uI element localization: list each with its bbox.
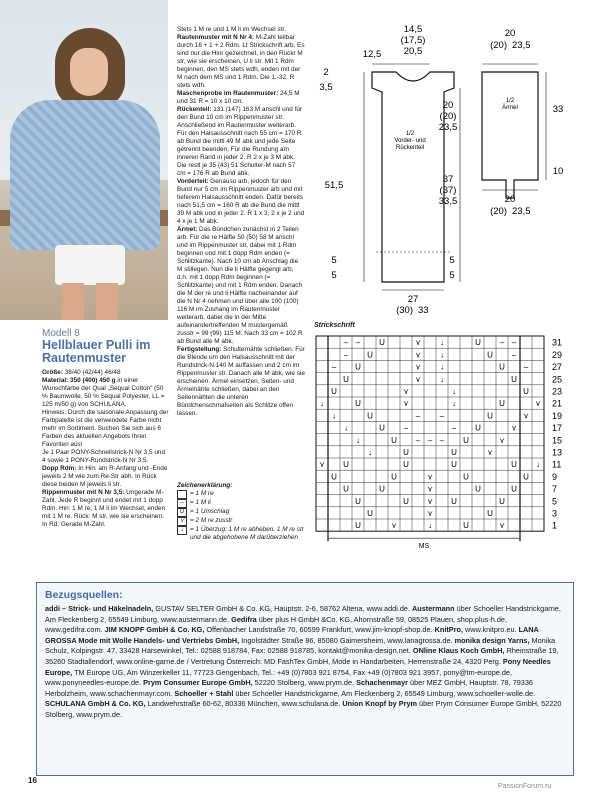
- schematic-diagram: [310, 20, 600, 320]
- chart-stitch-symbol: ⋎: [403, 387, 409, 396]
- row-number-label: 27: [552, 362, 563, 373]
- chart-stitch-symbol: U: [451, 448, 457, 457]
- dim-sleeve-top-1: 20: [504, 28, 516, 39]
- left-para-text: 38/40 (42/44) 46/48: [62, 369, 121, 376]
- chart-stitch-symbol: U: [499, 399, 505, 409]
- left-paragraph: [42, 369, 170, 377]
- chart-stitch-symbol: ↓: [344, 423, 348, 433]
- dim-rib-c: 5: [449, 255, 455, 266]
- legend-label: = 1 M re: [190, 490, 214, 497]
- row-number-label: 31: [552, 337, 563, 348]
- legend-symbol-icon: –: [177, 499, 187, 508]
- left-paragraph: [42, 465, 170, 489]
- dim-width-bottom-3: 33: [418, 305, 429, 316]
- legend-label: = 1 M li: [190, 499, 211, 506]
- chart-stitch-symbol: U: [403, 460, 409, 470]
- row-number-label: 13: [552, 447, 563, 458]
- row-number-label: 9: [552, 471, 558, 482]
- dim-top-neck-2: (17,5): [400, 35, 426, 46]
- supplier-details: über plus H GmbH &Co. KG, Ahornstraße 59, 08525 Plauen, shop.plus-h.de, www.gedifra.com.: [45, 614, 507, 635]
- chart-stitch-symbol: ⋎: [319, 460, 325, 470]
- repeat-label: MS: [418, 543, 430, 551]
- dim-sleeve-bottom-1: 20: [504, 194, 516, 205]
- suppliers-box: [36, 582, 574, 776]
- supplier-name: Prym Consumer Europe GmbH,: [143, 678, 253, 688]
- mid-para-heading: Rückenteil:: [177, 106, 212, 113]
- chart-stitch-symbol: ⋎: [523, 411, 529, 421]
- dim-side-mid-1: 37: [442, 174, 454, 185]
- legend-symbol-icon: ⋎: [177, 517, 187, 526]
- row-number-label: 17: [552, 423, 563, 434]
- supplier-details: Ingolstädter Straße 86, 85080 Gaimersheim, www.lanagrossa.de.: [239, 635, 455, 645]
- supplier-name: Union Knopf by Prym: [342, 699, 417, 709]
- supplier-details: Landwehrstraße 60-62, 80336 München, www.schulana.de.: [145, 699, 343, 709]
- chart-stitch-symbol: U: [403, 496, 409, 506]
- chart-stitch-symbol: ↓: [536, 460, 540, 470]
- row-number-label: 25: [552, 374, 563, 385]
- chart-stitch-symbol: U: [343, 484, 349, 494]
- dim-width-bottom-1: 27: [407, 294, 419, 305]
- chart-stitch-symbol: ↓: [440, 338, 444, 348]
- mid-paragraph: [177, 178, 305, 226]
- chart-stitch-symbol: ⋎: [499, 435, 505, 445]
- left-para-text: in einer Wunschfarbe der Qual „Sequal Cotton“ (50 % Baumwolle, 50 % Sequal Polyester, LL = 125 m/50 g) von SCHULANA.: [42, 377, 165, 408]
- chart-stitch-symbol: U: [355, 521, 361, 531]
- dim-sleeve-height: 33: [552, 104, 564, 115]
- dim-top-neck-1: 14,5: [403, 24, 423, 35]
- left-para-heading: Material: 350 (400) 450 g: [42, 377, 116, 384]
- knitting-chart: [314, 334, 582, 566]
- dim-sleeve-top-3: 23,5: [512, 40, 531, 51]
- page-number: 16: [28, 776, 37, 785]
- chart-stitch-symbol: ⋎: [415, 362, 421, 372]
- chart-stitch-symbol: U: [379, 423, 385, 433]
- left-paragraph: [42, 377, 170, 409]
- supplier-details: über Schoeller Handstrickgarne, Am Fleckenberg 2, 65549 Limburg, www.schoeller-wolle.de.: [233, 688, 536, 698]
- dim-side-upper-3: 23,5: [438, 122, 458, 133]
- supplier-name: JIM KNOPF GmbH & Co. KG,: [104, 625, 205, 635]
- chart-stitch-symbol: U: [475, 423, 481, 433]
- chart-stitch-symbol: U: [343, 374, 349, 384]
- chart-stitch-symbol: ↓: [452, 399, 456, 409]
- model-number: Modell 8: [42, 328, 80, 339]
- chart-stitch-symbol: ↓: [320, 399, 324, 409]
- legend-label: = 1 Überzug: 1 M re abheben, 1 M re str und die abgehobene M darüberziehen: [190, 526, 304, 541]
- dim-side-mid-3: 33,5: [438, 196, 458, 207]
- legend-item: [177, 508, 307, 517]
- chart-stitch-symbol: ↓: [440, 350, 444, 360]
- dim-neck-drop-a: 2: [323, 67, 329, 78]
- chart-stitch-symbol: –: [427, 435, 433, 445]
- mid-para-heading: Rautenmuster mit N Nr 4:: [177, 34, 255, 41]
- chart-stitch-symbol: U: [355, 362, 361, 372]
- mid-para-heading: Ärmel:: [177, 226, 198, 233]
- left-para-text: Ungerade M-Zahl. Jede R beginnt und endet mit 1 dopp Rdm. Hin: 1 M re, 1 M li im Wechsel, enden mit 1 M re. Rück: M str, wie sie erscheinen. In Rd: Gerade M-Zahl.: [42, 489, 166, 528]
- chart-stitch-symbol: U: [511, 374, 517, 384]
- legend-symbol-icon: U: [177, 508, 187, 517]
- chart-stitch-symbol: ⋎: [415, 338, 421, 348]
- mid-para-text: M-Zahl teilbar durch 16 + 1 + 2 Rdm. Lt Strickschrift arb. Es sind nur die Hinr gezeichnet, in den Rückr M str, wie sie erscheinen, U li str. Mit 1 Rdm beginnen, den MS stets wdh, enden mit der M nach dem MS und 1 Rdm. Die 1.-32. R stets wdh.: [177, 34, 305, 89]
- chart-stitch-symbol: –: [331, 362, 337, 372]
- chart-stitch-symbol: –: [499, 338, 505, 348]
- mid-para-heading: Fertigstellung:: [177, 346, 222, 353]
- left-paragraph: [42, 489, 170, 529]
- chart-stitch-symbol: –: [439, 435, 445, 445]
- chart-stitch-symbol: U: [475, 338, 481, 348]
- left-paragraph: [42, 409, 170, 449]
- chart-stitch-symbol: U: [463, 435, 469, 445]
- chart-stitch-symbol: ↓: [356, 435, 360, 445]
- supplier-details: GUSTAV SELTER GmbH & Co. KG, Hauptstr. 2-6, 58762 Altena, www.addi.de.: [153, 604, 413, 613]
- chart-stitch-symbol: ↓: [440, 362, 444, 372]
- model-photo: [0, 0, 168, 320]
- chart-stitch-symbol: U: [475, 484, 481, 494]
- chart-stitch-symbol: U: [391, 435, 397, 445]
- supplier-details: Monika Schulz, Kolpingstr. 47, 33428 Harsewinkel, Tel.: 02588 918784, Fax: 02588 918785, kontakt@monika-design.net.: [45, 635, 556, 656]
- mid-paragraph: [177, 226, 305, 346]
- chart-stitch-symbol: U: [511, 484, 517, 494]
- legend-item: [177, 517, 307, 526]
- row-number-label: 5: [552, 496, 558, 507]
- supplier-name: SCHULANA GmbH & Co. KG,: [45, 699, 146, 709]
- left-para-heading: Dopp Rdm:: [42, 465, 77, 472]
- left-para-heading: Rippenmuster mit N Nr 3,5:: [42, 489, 125, 496]
- chart-stitch-symbol: ⋎: [427, 472, 433, 482]
- row-number-label: 3: [552, 508, 558, 519]
- row-number-label: 19: [552, 410, 563, 421]
- supplier-name: Austermann: [412, 604, 455, 613]
- supplier-name: Schoeller + Stahl: [174, 688, 234, 698]
- chart-stitch-symbol: ⋎: [511, 423, 517, 433]
- instructions-column: [177, 26, 305, 418]
- dim-side-upper-2: (20): [439, 111, 457, 122]
- sleeve-label-2: Ärmel: [502, 105, 518, 111]
- legend-label: = 1 Umschlag: [190, 508, 230, 515]
- legend-symbol-icon: [177, 490, 187, 499]
- legend-heading: Zeichenerklärung:: [177, 482, 233, 489]
- chart-stitch-symbol: U: [487, 411, 493, 421]
- legend-item: [177, 526, 307, 542]
- suppliers-text: [45, 604, 565, 721]
- dim-rib-a: 5: [331, 255, 337, 266]
- supplier-name: ONline Klaus Koch GmbH,: [412, 646, 505, 656]
- dim-neck-drop-b: 3,5: [319, 82, 333, 93]
- chart-stitch-symbol: –: [511, 338, 517, 348]
- legend-label: = 2 M re zusstr: [190, 517, 233, 524]
- chart-stitch-symbol: U: [499, 496, 505, 506]
- dim-shoulder: 12,5: [362, 49, 382, 60]
- supplier-name: monika design Yarns,: [454, 635, 530, 645]
- row-number-label: 29: [552, 349, 563, 360]
- dim-sleeve-top-2: (20): [490, 40, 507, 51]
- chart-stitch-symbol: U: [499, 362, 505, 372]
- chart-stitch-symbol: –: [343, 338, 349, 348]
- dim-side-upper-1: 20: [442, 100, 454, 111]
- chart-stitch-symbol: ⋎: [427, 496, 433, 506]
- left-para-text: Je 1 Paar PONY-Schnellstrick-N Nr 3,5 und 4 sowie 1 PONY-Rundstrick-N Nr 3,5.: [42, 449, 166, 464]
- dim-side-mid-2: (37): [439, 185, 457, 196]
- left-para-text: In Hin: am R-Anfang und -Ende jeweils 2 M wie zum Re-Str abh. In Rück diese beiden M jeweils li str.: [42, 465, 168, 488]
- chart-stitch-symbol: U: [403, 448, 409, 457]
- mid-para-text: 131 (147) 163 M anschl und für den Bund 10 cm im Rippenmuster str. Anschließend im Rautenmuster weiterarb. Für den Halsausschnitt nach 55 cm = 170 R ab Bund die mittl 49 M abk und jede Seite getrennt beenden. Für die Rundung am inneren Rand in jeder 2. R 2 x je 3 M abk. Die restl je 35 (43) 51 Schulter-M nach 57 cm = 176 R ab Bund abk.: [177, 106, 303, 177]
- chart-stitch-symbol: ↓: [440, 374, 444, 384]
- chart-stitch-symbol: U: [451, 496, 457, 506]
- chart-stitch-symbol: U: [463, 521, 469, 531]
- chart-stitch-symbol: ⋎: [427, 509, 433, 518]
- supplier-name: Schachenmayr: [356, 678, 409, 688]
- mid-para-heading: Vorderteil:: [177, 178, 209, 185]
- chart-stitch-symbol: –: [511, 350, 517, 360]
- dim-top-neck-3: 20,5: [403, 46, 423, 57]
- chart-stitch-symbol: U: [379, 484, 385, 494]
- mid-para-text: 24,5 M und 31 R = 10 x 10 cm.: [177, 90, 300, 105]
- chart-stitch-symbol: ↓: [452, 387, 456, 396]
- dim-sleeve-bottom-2: (20): [490, 206, 507, 217]
- chart-stitch-symbol: U: [523, 387, 529, 396]
- chart-stitch-symbol: U: [367, 411, 373, 421]
- legend-symbol-icon: ↓: [177, 526, 187, 535]
- chart-stitch-symbol: ↓: [428, 521, 432, 531]
- supplier-details: über Schoeller Handstrickgarne, Am Fleckenberg 2, 65549 Limburg, www.austermann.de.: [45, 604, 561, 624]
- dim-rib-b: 5: [331, 270, 337, 281]
- chart-stitch-symbol: ⋎: [487, 448, 493, 457]
- supplier-details: Rheinstraße 19, 35260 Stadtallendorf, www.online-garne.de / Vertretung Österreich: MD FashTex GmbH, Mode in Handarbeiten, Herrenstraße 24, 4320 Perg.: [45, 646, 559, 666]
- chart-title: Strickschrift: [314, 322, 355, 329]
- supplier-details: 52220 Stolberg, www.prym.de.: [252, 678, 357, 688]
- mid-para-text: Schulternähte schließen. Für die Blende um den Halsausschnitt mit der Rundstrick-N 140 M auffassen und 2 cm im Rippenmuster str. Danach alle M abk, wie sie erscheinen. Ärmel einsetzen, Seiten- und Ärmelnähte schließen, dabei an den Seitennähten die unteren Bündchenschmalseiten als Schlitze offen lassen.: [177, 346, 305, 417]
- chart-stitch-symbol: U: [451, 460, 457, 470]
- chart-stitch-symbol: U: [343, 460, 349, 470]
- mid-para-text: Stets 1 M re und 1 M li im Wechsel str.: [177, 26, 286, 33]
- chart-stitch-symbol: –: [355, 338, 361, 348]
- left-para-text: Hinweis: Durch die saisonale Anpassung der Farbpalette ist die verwendete Farbe nicht mehr im Sortiment. Suchen Sie sich aus 6 Farben des aktuellen Angebots Ihren Favoriten aus!: [42, 409, 169, 448]
- chart-stitch-symbol: ⋎: [403, 399, 409, 409]
- row-number-label: 15: [552, 435, 563, 446]
- watermark: PassionForum.ru: [498, 783, 552, 790]
- chart-stitch-symbol: –: [439, 411, 445, 421]
- pattern-title: Hellblauer Pulli im Rautenmuster: [42, 338, 151, 365]
- mid-paragraph: [177, 90, 305, 106]
- mid-paragraph: [177, 34, 305, 90]
- supplier-name: LANA GROSSA Mode mit Wolle Handels- und Vertriebs GmbH,: [45, 625, 539, 645]
- chart-stitch-symbol: U: [511, 460, 517, 470]
- chart-stitch-symbol: ⋎: [391, 521, 397, 531]
- row-number-label: 21: [552, 398, 563, 409]
- chart-stitch-symbol: ⋎: [415, 374, 421, 384]
- body-label-3: Rückenteil: [395, 145, 425, 151]
- row-number-label: 23: [552, 386, 563, 397]
- legend-item: [177, 499, 307, 508]
- chart-stitch-symbol: U: [523, 472, 529, 482]
- chart-stitch-symbol: –: [403, 423, 409, 433]
- chart-stitch-symbol: U: [379, 338, 385, 348]
- chart-stitch-symbol: –: [415, 435, 421, 445]
- body-label-2: Vorder- und: [394, 138, 426, 144]
- body-label-1: 1/2: [405, 131, 415, 137]
- dim-left-height: 51,5: [324, 180, 344, 191]
- chart-stitch-symbol: U: [367, 509, 373, 518]
- chart-stitch-symbol: ↓: [332, 411, 336, 421]
- chart-stitch-symbol: ↓: [368, 448, 372, 457]
- supplier-details: über MEZ GmbH, Hauptstr. 78, 79336 Herbolzheim, www.schachenmayr.com.: [45, 678, 533, 698]
- supplier-details: www.knitpro.eu.: [463, 625, 519, 635]
- dim-width-bottom-2: (30): [396, 305, 413, 316]
- chart-stitch-symbol: U: [355, 496, 361, 506]
- dim-sleeve-bottom-3: 23,5: [512, 206, 531, 217]
- chart-stitch-symbol: –: [415, 411, 421, 421]
- chart-stitch-symbol: –: [523, 362, 529, 372]
- dim-rib-d: 5: [449, 270, 455, 281]
- chart-stitch-symbol: ⋎: [535, 399, 541, 409]
- chart-stitch-symbol: ⋎: [499, 521, 505, 531]
- supplier-details: über Prym Consumer Europe GmbH, 52220 Stolberg, www.prym.de.: [45, 699, 562, 719]
- chart-stitch-symbol: U: [355, 399, 361, 409]
- chart-stitch-symbol: U: [487, 509, 493, 518]
- mid-para-text: Genauso arb, jedoch für den Bund nur 5 cm im Rippenmuster arb und mit tieferem Halsausschnitt enden. Dafür bereits nach 51,5 cm = 160 R ab die Bund die mittl 39 M abk und in jeder 2. R 1 x 3, 2 x je 2 und 4 x je 1 M abk.: [177, 178, 305, 225]
- mid-paragraph: [177, 26, 305, 34]
- supplier-name: Pony Needles Europe,: [45, 656, 551, 677]
- supplier-name: Gedifra: [231, 614, 257, 624]
- mid-para-heading: Maschenprobe im Rautenmuster:: [177, 90, 279, 97]
- suppliers-heading: Bezugsquellen:: [45, 589, 123, 601]
- legend-item: [177, 490, 307, 499]
- symbol-legend: [177, 482, 307, 542]
- mid-paragraph: [177, 346, 305, 418]
- chart-stitch-symbol: U: [391, 472, 397, 482]
- left-para-heading: Größe:: [42, 369, 63, 376]
- row-number-label: 7: [552, 484, 558, 495]
- chart-stitch-symbol: –: [451, 423, 457, 433]
- left-paragraph: [42, 449, 170, 465]
- chart-stitch-symbol: U: [331, 472, 337, 482]
- chart-stitch-symbol: U: [463, 472, 469, 482]
- chart-stitch-symbol: ⋎: [427, 484, 433, 494]
- chart-stitch-symbol: U: [367, 350, 373, 360]
- row-number-label: 11: [552, 459, 562, 470]
- chart-stitch-symbol: ⋎: [415, 350, 421, 360]
- supplier-name: addi – Strick- und Häkelnadeln,: [45, 604, 154, 613]
- chart-stitch-symbol: U: [331, 387, 337, 396]
- mid-para-text: Das Bündchen zunächst in 2 Teilen arb. Für die re Hälfte 50 (50) 58 M anschl und im Rippenmuster str, dabei mit 1 Rdm beginnen und mit 1 dopp Rdm enden (= Schlitzkante). Nach 10 cm ab Anschlag die M stillegen. Nun die li Hälfte gegengl arb, d.h. mit 1 dopp Rdm beginnen (= Schlitzkante) und mit 1 Rdm enden. Danach die M der re und li Hälfte nacheinander auf die N Nr 4 nehmen und über alle 100 (100) 116 M im Zushang im Rautenmuster weiterarb, dabei die in der Mitte aufeinandertreffenden M mustergemäß zusstr = 99 (99) 115 M. Nach 33 cm = 102 R ab Bund alle M abk.: [177, 226, 303, 345]
- supplier-details: TM Europe UG, Am Winzerkeller 11, 77723 Gengenbach, Tel.: +49 (0)7803 921 8754, Fax +49 (0)7803 921 3957, pony@tm-europe.de, www.ponyneedles-europe.de.: [45, 667, 512, 688]
- sleeve-label-1: 1/2: [505, 98, 515, 104]
- mid-paragraph: [177, 106, 305, 178]
- supplier-name: KnitPro,: [434, 625, 463, 635]
- supplier-details: Offenbacher Landstraße 70, 60599 Frankfurt, www.jim-knopf-shop.de.: [204, 625, 435, 635]
- row-number-label: 1: [552, 520, 558, 531]
- left-column: [42, 330, 170, 529]
- dim-sleeve-cuff: 10: [552, 166, 564, 177]
- chart-stitch-symbol: –: [343, 350, 349, 360]
- chart-stitch-symbol: U: [487, 350, 493, 360]
